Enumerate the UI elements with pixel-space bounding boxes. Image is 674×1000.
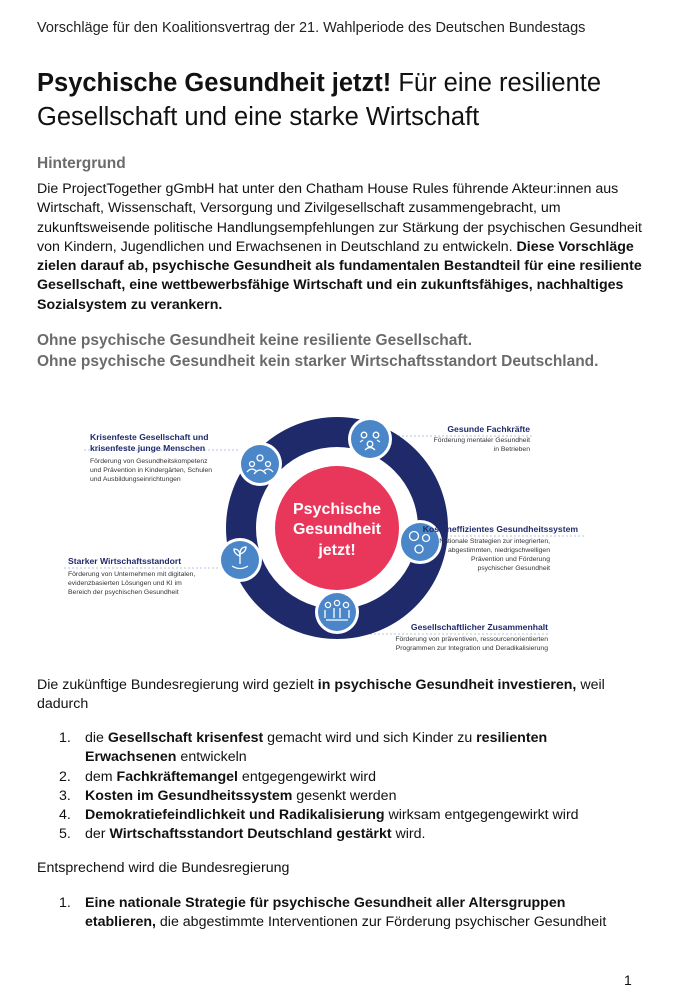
actions-list [37,894,637,933]
list-item [37,768,637,787]
title-rest: Für eine resiliente Gesellschaft und eine starke Wirtschaft [37,69,602,131]
growth-hand-icon [218,538,262,582]
tagline-line-1: Ohne psychische Gesundheit keine resiliente Gesellschaft. [37,332,473,349]
node-description: und Ausbildungseinrichtungen [90,476,181,483]
list-item [37,894,637,933]
infographic [64,408,604,660]
node-description: Förderung von präventiven, ressourcenorientierten [395,636,548,643]
center-text-1: Psychische [292,501,382,518]
node-description: psychischer Gesundheit [477,565,550,572]
page-title [37,66,647,134]
list-number: 1. [59,730,71,746]
node-description: in Betrieben [493,446,530,453]
people-group-icon [238,442,282,486]
list-text: gesenkt werden [292,787,397,804]
investment-paragraph [37,676,637,715]
list-text: die abgestimmte Interventionen zur Förderung psychischer Gesundheit [155,914,607,931]
node-description: Förderung von Gesundheitskompetenz [90,458,208,465]
list-number: 1. [59,895,71,911]
list-text: dem [85,768,117,785]
tagline [37,331,657,372]
node-description: Bereich der psychischen Gesundheit [68,589,179,596]
background-text: Die ProjectTogether gGmbH hat unter den Chatham House Rules führende Akteur:innen aus Wirtschaft, Wissenschaft, Versorgung und Zivilgesellschaft zusammengebracht, um zukunftsweisende politische Handlungsempfehlungen zur Stärkung der psychischen Gesundheit von Kindern, Jugendlichen und Erwachsenen in Deutschland zu entwickeln. [37,181,642,255]
list-bold: Fachkräftemangel [116,768,238,785]
background-bold-text: Diese Vorschläge zielen darauf ab, psychische Gesundheit als fundamentalen Bestandteil für eine resiliente Gesellschaft, eine wettbewerbsfähige Wirtschaft und ein zukunftsfähiges, nachhaltiges Sozialsystem zu verankern. [37,238,642,313]
list-bold: Eine nationale Strategie für psychische Gesundheit aller Altersgruppen etablieren, [85,895,566,931]
tagline-line-2: Ohne psychische Gesundheit kein starker Wirtschaftsstandort Deutschland. [37,352,599,370]
node-title: Gesellschaftlicher Zusammenhalt [410,622,548,632]
list-bold: Demokratiefeindlichkeit und Radikalisierung [85,807,385,824]
investment-post: weil dadurch [37,677,605,713]
list-number: 3. [59,787,71,804]
background-heading: Hintergrund [37,155,126,172]
node-title: Krisenfeste Gesellschaft und [90,432,209,442]
list-text: der [85,826,110,843]
consequence-paragraph: Entsprechend wird die Bundesregierung [37,860,290,876]
list-bold: Wirtschaftsstandort Deutschland gestärkt [109,826,392,843]
list-text: die [85,730,108,746]
background-paragraph [37,180,643,315]
node-description: Nationale Strategien zur integrierten, [439,538,550,545]
node-description: Förderung mentaler Gesundheit [433,437,530,444]
list-number: 5. [59,826,71,843]
node-description: Förderung von Unternehmen mit digitalen, [68,571,196,578]
node-description: Prävention und Förderung [471,556,550,563]
list-text: wirksam entgegengewirkt wird [384,807,579,824]
list-item [37,825,637,844]
list-item [37,806,637,825]
list-number: 2. [59,768,71,785]
page-number: 1 [624,972,632,988]
list-bold: Gesellschaft krisenfest [107,730,264,746]
node-title: Kosteneffizientes Gesundheitssystem [422,524,578,534]
node-description: abgestimmten, niedrigschwelligen [447,547,550,554]
node-description: evidenzbasierten Lösungen und KI im [68,580,182,587]
list-text: gemacht wird und sich Kinder zu [263,730,477,746]
list-bold: resilienten Erwachsenen [85,730,548,766]
node-title: Starker Wirtschaftsstandort [68,556,182,566]
list-item [37,729,637,768]
document-header: Vorschläge für den Koalitionsvertrag der 21. Wahlperiode des Deutschen Bundestags [37,20,586,36]
node-title: Gesunde Fachkräfte [447,424,530,434]
reasons-list [37,729,637,845]
list-text: entgegengewirkt wird [237,768,376,785]
node-description: und Prävention in Kindergärten, Schulen [90,467,213,474]
list-text: entwickeln [176,749,247,766]
list-text: wird. [391,826,426,843]
team-icon [348,417,392,461]
list-bold: Kosten im Gesundheitssystem [85,787,293,804]
list-item [37,787,637,806]
title-bold: Psychische Gesundheit jetzt! [37,69,392,97]
center-text-2: Gesundheit [292,521,382,538]
node-title: krisenfeste junge Menschen [90,443,206,453]
investment-bold: in psychische Gesundheit investieren, [317,677,577,693]
center-text-3: jetzt! [318,542,356,559]
community-icon [315,590,359,634]
node-description: Programmen zur Integration und Deradikalisierung [395,645,548,652]
list-number: 4. [59,807,71,824]
investment-pre: Die zukünftige Bundesregierung wird gezielt [37,677,318,693]
